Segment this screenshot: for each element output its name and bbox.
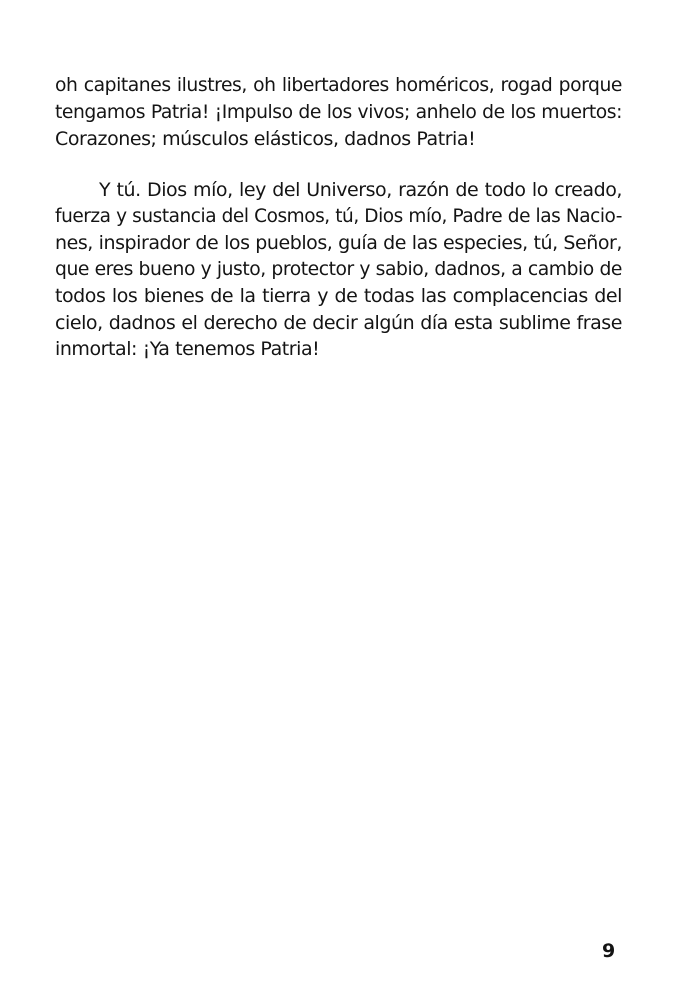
text-line: fuerza y sustancia del Cosmos, tú, Dios mío, Padre de las Nacio- [55,205,622,227]
text-line: todos los bienes de la tierra y de todas las complacencias del [55,285,622,307]
text-line: Corazones; músculos elásticos, dadnos Patria! [55,128,476,150]
text-line: inmortal: ¡Ya tenemos Patria! [55,338,320,360]
page-number: 9 [602,940,616,962]
paragraph-2 [55,177,622,363]
text-line: tengamos Patria! ¡Impulso de los vivos; anhelo de los muertos: [55,101,622,123]
text-line: Y tú. Dios mío, ley del Universo, razón de todo lo creado, [99,179,622,201]
text-line: oh capitanes ilustres, oh libertadores homéricos, rogad porque [55,75,622,96]
paragraph-1 [55,73,622,153]
text-line: que eres bueno y justo, protector y sabio, dadnos, a cambio de [55,258,622,280]
text-line: cielo, dadnos el derecho de decir algún día esta sublime frase [55,311,622,334]
text-line: nes, inspirador de los pueblos, guía de las especies, tú, Señor, [55,232,622,254]
